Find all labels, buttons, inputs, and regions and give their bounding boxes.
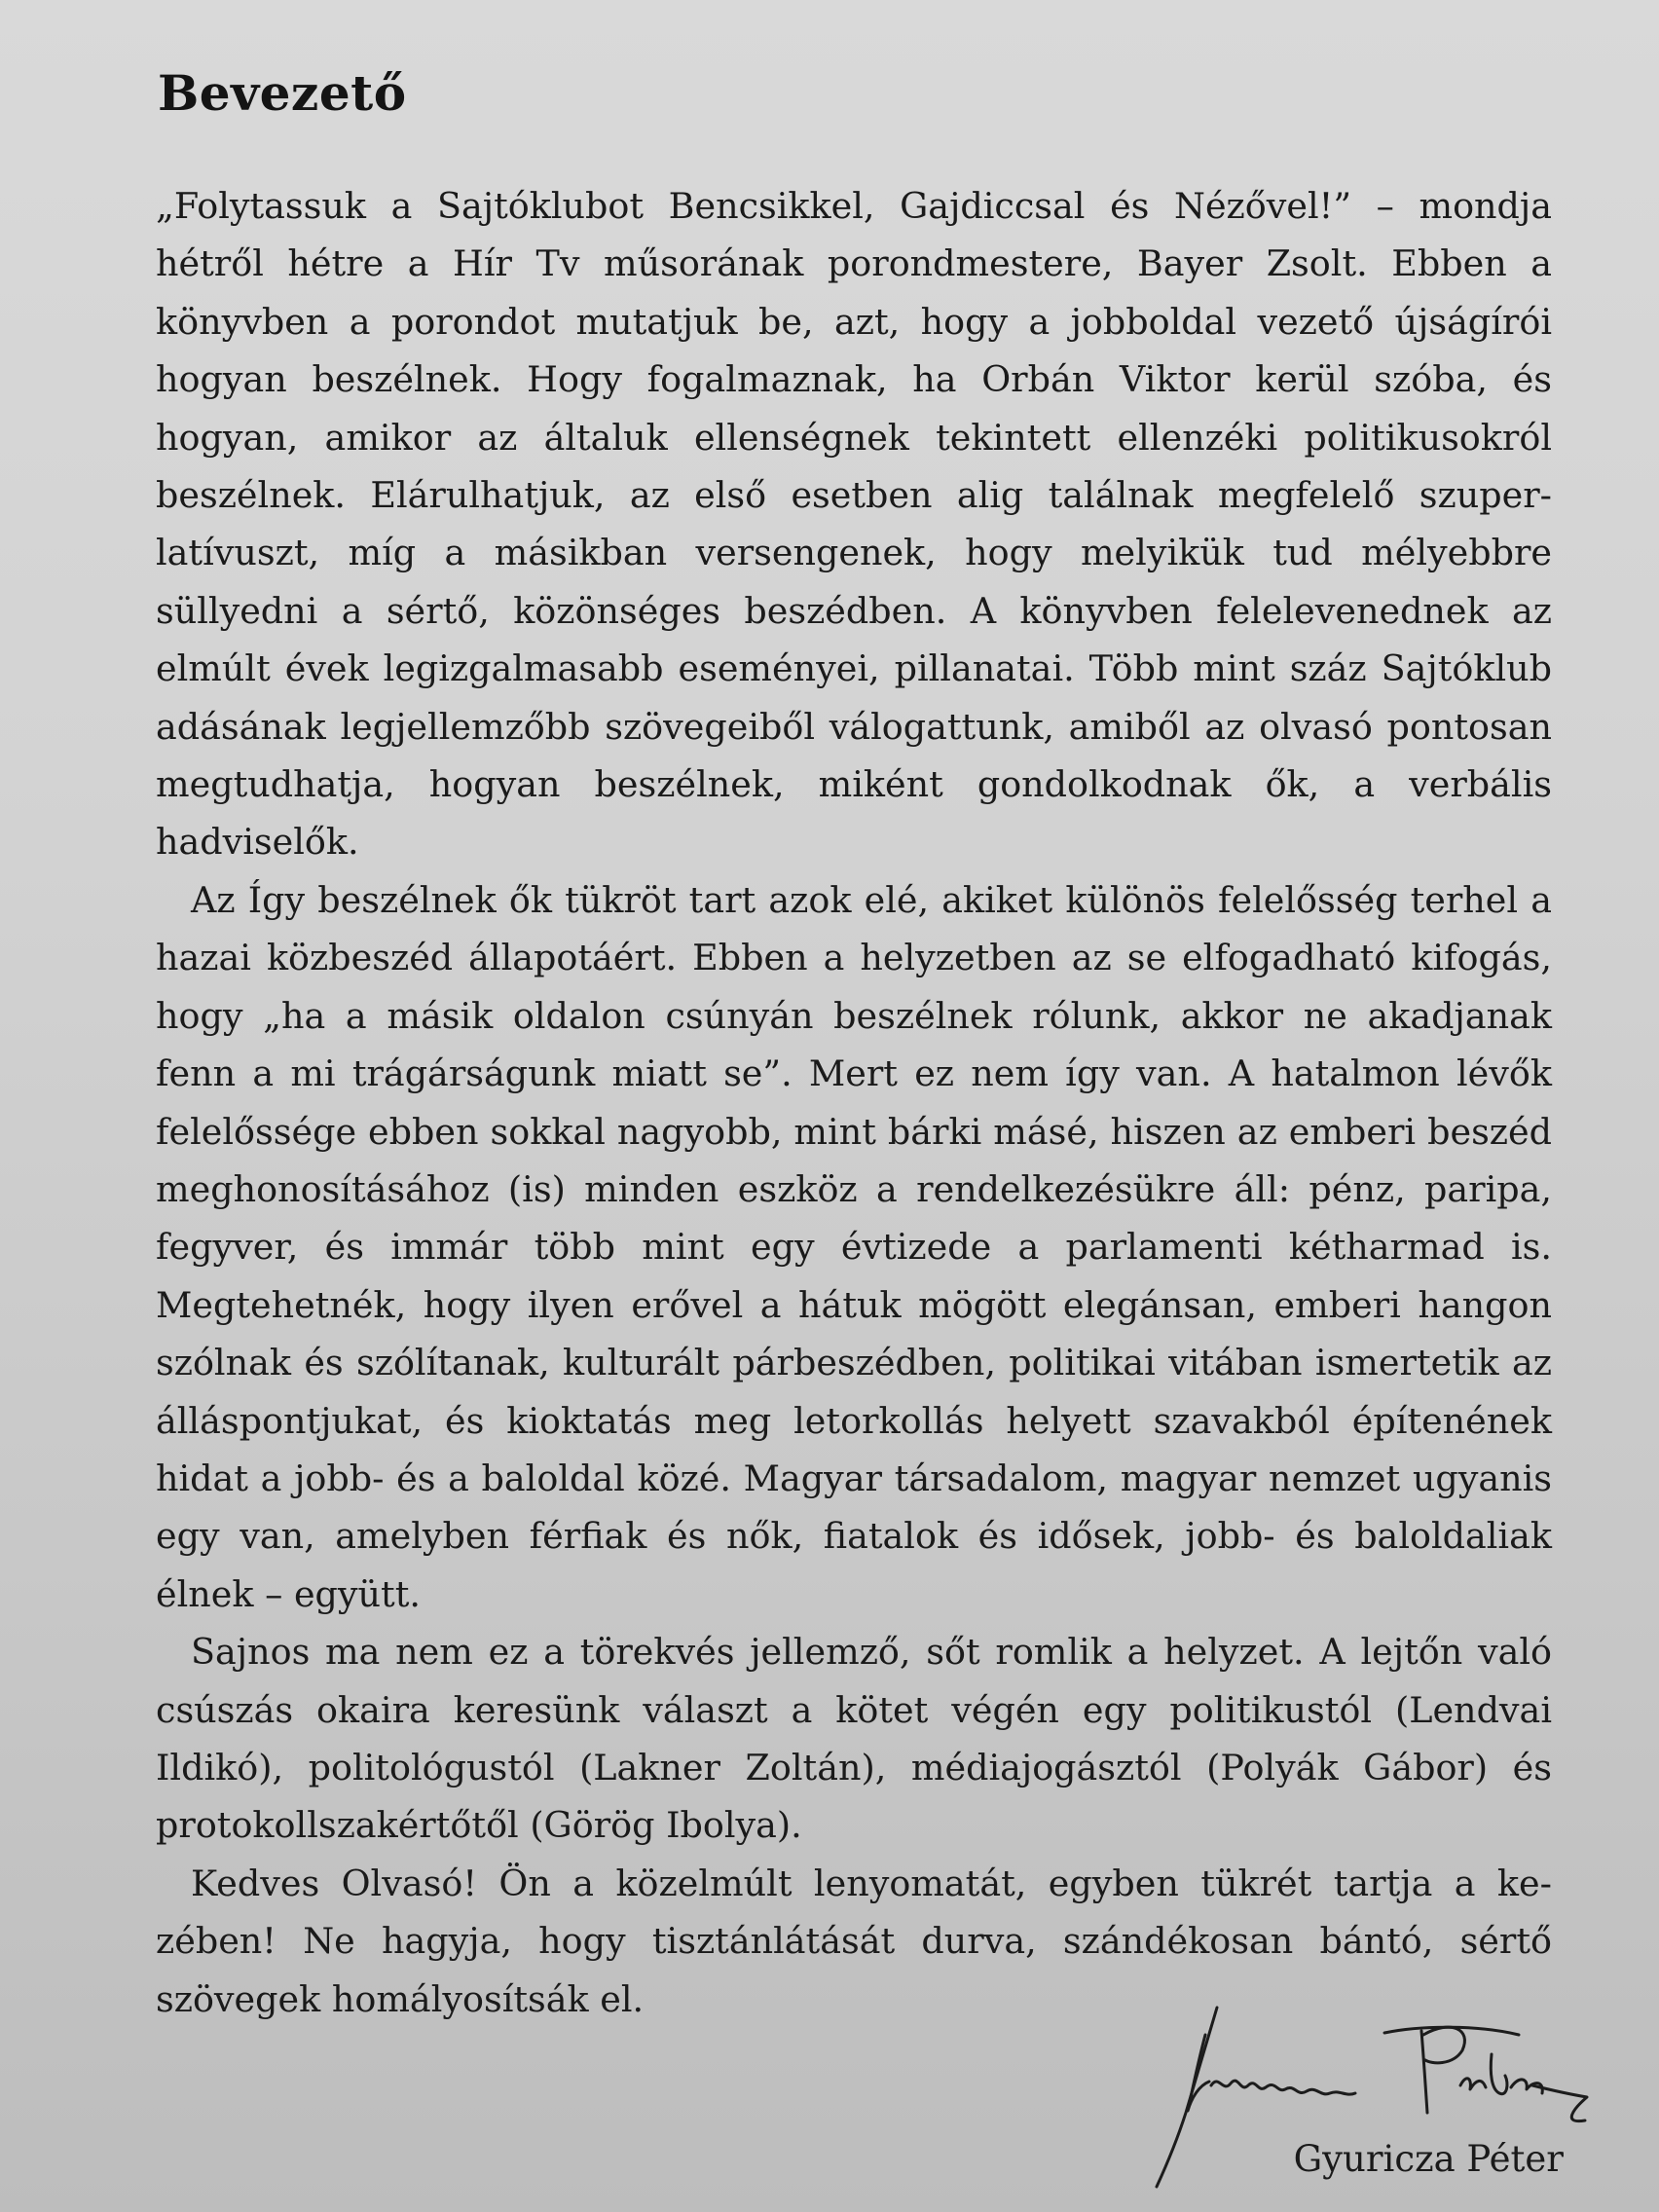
paragraph-3: Sajnos ma nem ez a törekvés jellemző, sőt romlik a helyzet. A lejtőn való csúszás okaira keresünk választ a kötet végén egy politikustól (Lendvai Ildikó), politológustól (Lakner Zoltán), médiajogásztól (Polyák Gábor) és protokollszakértőtől (Görög Ibolya). xyxy=(156,1631,1552,1847)
author-name: Gyuricza Péter xyxy=(1293,2138,1564,2180)
paragraph-2: Az Így beszélnek ők tükröt tart azok elé, akiket különös felelősség terhel a hazai közbeszéd állapotáért. Ebben a helyzetben az se elfogadható kifogás, hogy „ha a másik oldalon csúnyán beszélnek rólunk, akkor ne akadjanak fenn a mi trágárságunk miatt se”. Mert ez nem így van. A hatalmon lévők felelőssége ebben sokkal nagyobb, mint bárki másé, hiszen az emberi beszéd meghonosításához (is) minden eszköz a rendelkezésükre áll: pénz, paripa, fegyver, és immár több mint egy évtizede a parlamenti kétharmad is. Megtehetnék, hogy ilyen erővel a hátuk mögött elegánsan, emberi hangon szólnak és szólítanak, kulturált párbeszédben, politikai vitában ismertetik az álláspontjukat, és kioktatás meg letorkollás helyett szavakból építenének hidat a jobb- és a baloldal közé. Magyar társadalom, magyar nemzet ugyanis egy van, amelyben férfiak és nők, fiatalok és idősek, jobb- és baloldaliak élnek – együtt. xyxy=(156,878,1552,1615)
paragraph-4: Kedves Olvasó! Ön a közelmúlt lenyomatát, egyben tükrét tartja a kezében! Ne hagyja, hogy tisztánlátását durva, szándékosan bántó, sértő szövegek homályosítsák el. xyxy=(156,1862,1552,2020)
paragraph-1: „Folytassuk a Sajtóklubot Bencsikkel, Gajdiccsal és Nézővel!” – mondja hétről hétre a Hír Tv műsorának porondmestere, Bayer Zsolt. Ebben a könyvben a porondot mutatjuk be, azt, hogy a jobboldal vezető újságírói hogyan beszélnek. Hogy fogalmaznak, ha Orbán Viktor kerül szóba, és hogyan, amikor az általuk ellenségnek tekintett ellenzéki politikusokról beszélnek. Elárulhatjuk, az első esetben alig találnak megfelelő szuperlatívuszt, míg a másikban versengenek, hogy melyikük tud mélyebbre süllyedni a sértő, közönséges beszédben. A könyvben felelevenednek az elmúlt évek legizgalmasabb eseményei, pillanatai. Több mint száz Sajtóklub adásának legjellemzőbb szövegeiből válogattunk, amiből az olvasó pontosan megtudhatja, hogyan beszélnek, miként gondolkodnak ők, a verbális hadviselők. xyxy=(156,185,1552,864)
body-text xyxy=(156,177,1552,2028)
page-title: Bevezető xyxy=(158,64,407,122)
